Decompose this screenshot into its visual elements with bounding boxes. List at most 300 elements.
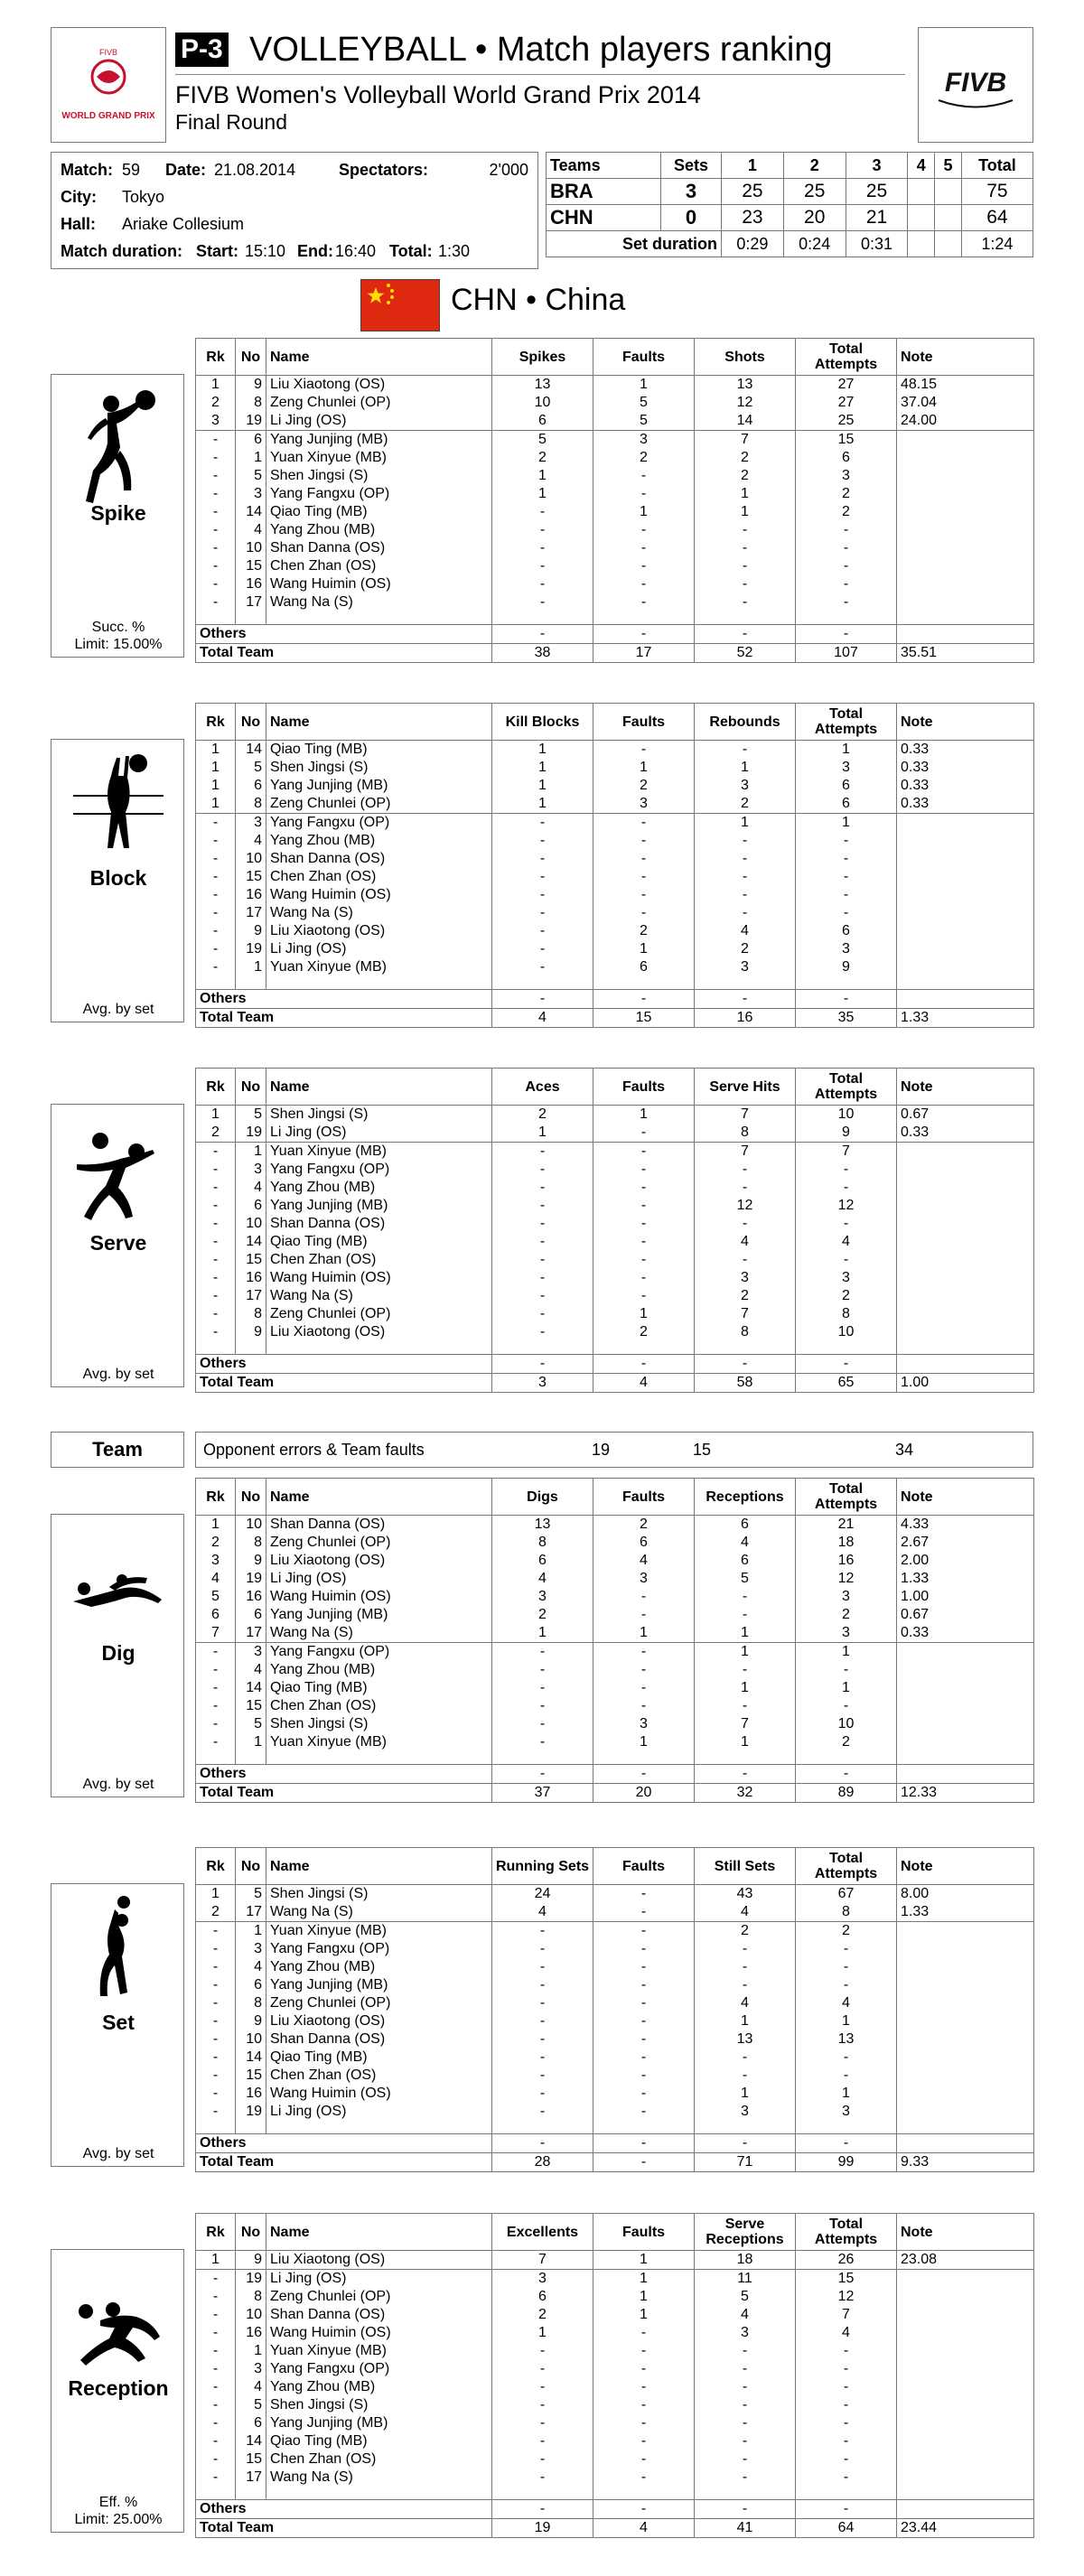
stat-cell: 11	[695, 2270, 796, 2289]
stat-cell: -	[796, 868, 897, 886]
note-cell	[897, 2414, 1034, 2432]
shirt-number-cell: 14	[236, 2432, 266, 2450]
total-team-row	[196, 1374, 1034, 1393]
stat-cell: 3	[796, 1588, 897, 1606]
stat-cell: 13	[695, 376, 796, 395]
svg-text:FIVB: FIVB	[98, 48, 118, 57]
spacer-cell	[897, 2121, 1034, 2134]
player-name-cell: Shen Jingsi (S)	[266, 2396, 492, 2414]
world-grand-prix-logo	[51, 27, 166, 143]
rank-cell: 1	[196, 795, 236, 814]
spacer-cell	[196, 1341, 236, 1355]
shirt-number-cell: 8	[236, 1994, 266, 2012]
set-duration-label: Set duration	[547, 231, 722, 257]
start-time: 15:10	[245, 242, 286, 260]
stat-cell: -	[492, 1643, 593, 1662]
city-label: City:	[61, 188, 97, 206]
stat-cell: 8	[695, 1323, 796, 1341]
result-header-cell: 2	[783, 153, 846, 179]
total-team-label: Total Team	[196, 644, 492, 663]
note-cell	[897, 2342, 1034, 2360]
others-value: -	[492, 2500, 593, 2519]
rank-cell: -	[196, 1679, 236, 1697]
others-value: -	[695, 2134, 796, 2153]
match-hall: Ariake Collesium	[122, 215, 245, 233]
player-name-cell: Shan Danna (OS)	[266, 1215, 492, 1233]
stat-cell: 1	[695, 2012, 796, 2030]
spacer-cell	[492, 2121, 593, 2134]
stat-cell: 1	[796, 1643, 897, 1662]
stat-cell: -	[492, 1715, 593, 1733]
player-name-cell: Wang Na (S)	[266, 2469, 492, 2487]
player-name-cell: Wang Huimin (OS)	[266, 2085, 492, 2103]
player-name-cell: Shan Danna (OS)	[266, 1516, 492, 1535]
player-row	[196, 2450, 1034, 2469]
shirt-number-cell: 1	[236, 1143, 266, 1162]
stat-cell: 3	[796, 1269, 897, 1287]
note-cell: 0.33	[897, 1124, 1034, 1143]
stat-cell: 27	[796, 394, 897, 412]
rank-cell: 1	[196, 741, 236, 760]
section-block	[51, 703, 1033, 1025]
note-cell	[897, 2270, 1034, 2289]
total-team-value: 32	[695, 1784, 796, 1803]
shirt-number-cell: 10	[236, 1215, 266, 1233]
player-row	[196, 467, 1034, 485]
note-cell: 0.67	[897, 1606, 1034, 1624]
note-cell: 0.33	[897, 1624, 1034, 1643]
player-row	[196, 904, 1034, 922]
stat-cell: -	[593, 1215, 695, 1233]
spacer-row	[196, 976, 1034, 990]
stat-cell: 7	[796, 2306, 897, 2324]
total-team-value: 52	[695, 644, 796, 663]
player-row	[196, 958, 1034, 976]
column-header: Name	[266, 1069, 492, 1106]
team-row-label: Team	[51, 1432, 184, 1468]
spacer-cell	[236, 611, 266, 625]
column-header: Rk	[196, 2214, 236, 2251]
rank-cell: -	[196, 2414, 236, 2432]
stat-cell: 4	[796, 1233, 897, 1251]
note-cell: 0.33	[897, 777, 1034, 795]
player-name-cell: Li Jing (OS)	[266, 412, 492, 431]
note-cell	[897, 557, 1034, 575]
note-cell	[897, 1143, 1034, 1162]
shirt-number-cell: 15	[236, 557, 266, 575]
rank-cell: -	[196, 1994, 236, 2012]
fivb-logo	[918, 27, 1033, 143]
stat-cell: -	[593, 1287, 695, 1305]
stat-cell: -	[695, 2067, 796, 2085]
player-name-cell: Yang Zhou (MB)	[266, 521, 492, 539]
shirt-number-cell: 9	[236, 376, 266, 395]
note-cell	[897, 2450, 1034, 2469]
note-cell	[897, 1940, 1034, 1958]
stat-cell: -	[796, 1661, 897, 1679]
player-row	[196, 777, 1034, 795]
player-name-cell: Wang Na (S)	[266, 1903, 492, 1922]
skill-name: Set	[102, 2011, 135, 2034]
player-row	[196, 1570, 1034, 1588]
others-note	[897, 625, 1034, 644]
rank-cell: -	[196, 1643, 236, 1662]
stat-cell: 4	[796, 1994, 897, 2012]
stat-cell: -	[492, 2432, 593, 2450]
stat-cell: -	[593, 485, 695, 503]
rank-cell: -	[196, 2324, 236, 2342]
skill-stats-table	[195, 1068, 1034, 1393]
column-header: Total Attempts	[796, 2214, 897, 2251]
player-row	[196, 2049, 1034, 2067]
rank-cell: -	[196, 593, 236, 611]
stat-cell: 5	[593, 412, 695, 431]
shirt-number-cell: 1	[236, 1922, 266, 1941]
stat-cell: 3	[796, 1624, 897, 1643]
player-row	[196, 1643, 1034, 1662]
note-cell: 23.08	[897, 2251, 1034, 2270]
stat-cell: -	[492, 2342, 593, 2360]
player-name-cell: Chen Zhan (OS)	[266, 557, 492, 575]
player-name-cell: Yang Zhou (MB)	[266, 2378, 492, 2396]
stat-cell: 6	[492, 1552, 593, 1570]
others-value: -	[593, 1355, 695, 1374]
stat-cell: 2	[796, 1733, 897, 1751]
spacer-cell	[236, 1341, 266, 1355]
stat-cell: 14	[695, 412, 796, 431]
stat-cell: -	[593, 1976, 695, 1994]
set-score	[935, 179, 962, 205]
note-cell	[897, 1251, 1034, 1269]
stat-cell: -	[593, 1179, 695, 1197]
stat-cell: 1	[796, 2012, 897, 2030]
team-row-total: 34	[894, 1441, 914, 1459]
stat-cell: -	[492, 886, 593, 904]
player-row	[196, 485, 1034, 503]
player-row	[196, 1624, 1034, 1643]
player-name-cell: Yang Zhou (MB)	[266, 832, 492, 850]
stat-cell: -	[492, 1161, 593, 1179]
result-header-cell: Teams	[547, 153, 661, 179]
stat-cell: -	[796, 850, 897, 868]
stat-cell: 12	[695, 394, 796, 412]
player-name-cell: Shen Jingsi (S)	[266, 1715, 492, 1733]
stat-cell: 4	[695, 1903, 796, 1922]
note-cell	[897, 940, 1034, 958]
shirt-number-cell: 9	[236, 922, 266, 940]
player-row	[196, 922, 1034, 940]
skill-stats-table	[195, 1478, 1034, 1803]
stat-cell: 1	[796, 1679, 897, 1697]
rank-cell: -	[196, 1197, 236, 1215]
shirt-number-cell: 10	[236, 850, 266, 868]
set-score: 25	[846, 179, 908, 205]
shirt-number-cell: 15	[236, 868, 266, 886]
player-name-cell: Wang Huimin (OS)	[266, 1269, 492, 1287]
stat-cell: 6	[695, 1552, 796, 1570]
stat-cell: -	[492, 1922, 593, 1941]
stat-cell: -	[492, 904, 593, 922]
player-row	[196, 1903, 1034, 1922]
player-name-cell: Chen Zhan (OS)	[266, 1251, 492, 1269]
note-cell	[897, 832, 1034, 850]
stat-cell: 2	[593, 1516, 695, 1535]
result-header-cell: 5	[935, 153, 962, 179]
stat-cell: -	[593, 1143, 695, 1162]
stat-cell: -	[593, 1661, 695, 1679]
spectators-label: Spectators:	[339, 161, 429, 179]
shirt-number-cell: 17	[236, 904, 266, 922]
stat-cell: -	[492, 1697, 593, 1715]
stat-cell: -	[593, 521, 695, 539]
stat-cell: -	[796, 2342, 897, 2360]
stat-cell: -	[593, 741, 695, 760]
player-row	[196, 2396, 1034, 2414]
others-row	[196, 2500, 1034, 2519]
note-cell	[897, 593, 1034, 611]
stat-cell: 4	[695, 1233, 796, 1251]
total-team-row	[196, 644, 1034, 663]
shirt-number-cell: 10	[236, 539, 266, 557]
spacer-cell	[695, 611, 796, 625]
player-name-cell: Yuan Xinyue (MB)	[266, 1922, 492, 1941]
stat-cell: -	[796, 539, 897, 557]
player-name-cell: Liu Xiaotong (OS)	[266, 2012, 492, 2030]
player-row	[196, 394, 1034, 412]
rank-cell: -	[196, 850, 236, 868]
note-cell	[897, 904, 1034, 922]
column-header: Faults	[593, 704, 695, 741]
spacer-cell	[492, 2487, 593, 2500]
stat-cell: 2	[796, 1922, 897, 1941]
stat-cell: -	[593, 2324, 695, 2342]
total-team-row	[196, 1784, 1034, 1803]
column-header: Note	[897, 704, 1034, 741]
player-row	[196, 1715, 1034, 1733]
stat-cell: 1	[796, 814, 897, 833]
stat-cell: -	[492, 1976, 593, 1994]
stat-cell: -	[796, 2396, 897, 2414]
stat-cell: 1	[796, 2085, 897, 2103]
rank-cell: -	[196, 2067, 236, 2085]
note-cell	[897, 1197, 1034, 1215]
spacer-cell	[897, 2487, 1034, 2500]
player-row	[196, 850, 1034, 868]
note-cell	[897, 1733, 1034, 1751]
china-flag-icon	[360, 279, 440, 331]
rank-cell: -	[196, 2085, 236, 2103]
player-name-cell: Yang Junjing (MB)	[266, 2414, 492, 2432]
stat-cell: -	[492, 2030, 593, 2049]
note-cell	[897, 503, 1034, 521]
player-row	[196, 503, 1034, 521]
player-name-cell: Zeng Chunlei (OP)	[266, 795, 492, 814]
stat-cell: -	[492, 1679, 593, 1697]
stat-cell: 6	[492, 412, 593, 431]
svg-text:FIVB: FIVB	[944, 68, 1007, 98]
note-cell: 24.00	[897, 412, 1034, 431]
shirt-number-cell: 5	[236, 2396, 266, 2414]
note-cell	[897, 2103, 1034, 2121]
stat-cell: -	[695, 2342, 796, 2360]
rank-cell: -	[196, 2012, 236, 2030]
stat-cell: 12	[796, 2288, 897, 2306]
stat-cell: -	[492, 2378, 593, 2396]
player-name-cell: Yang Fangxu (OP)	[266, 1161, 492, 1179]
skill-footnote-line: Limit: 15.00%	[74, 637, 163, 652]
skill-footnote-line: Avg. by set	[82, 1777, 154, 1792]
result-header-cell: 1	[722, 153, 784, 179]
others-value: -	[796, 2134, 897, 2153]
spacer-cell	[796, 1341, 897, 1355]
stat-cell: -	[492, 1269, 593, 1287]
stat-cell: -	[695, 1976, 796, 1994]
result-header-row	[547, 153, 1033, 179]
note-cell	[897, 539, 1034, 557]
stat-cell: -	[796, 2049, 897, 2067]
stat-cell: 6	[695, 1516, 796, 1535]
stat-cell: -	[593, 2432, 695, 2450]
rank-cell: -	[196, 2360, 236, 2378]
shirt-number-cell: 4	[236, 1179, 266, 1197]
set-icon	[73, 1893, 164, 2020]
stat-cell: -	[492, 1197, 593, 1215]
rank-cell: -	[196, 2378, 236, 2396]
player-row	[196, 1606, 1034, 1624]
stat-cell: -	[593, 850, 695, 868]
rank-cell: -	[196, 2288, 236, 2306]
total-team-value: 15	[593, 1009, 695, 1028]
note-cell: 0.33	[897, 759, 1034, 777]
stat-cell: 3	[593, 1715, 695, 1733]
player-row	[196, 795, 1034, 814]
total-team-value: 65	[796, 1374, 897, 1393]
stat-cell: -	[492, 850, 593, 868]
spacer-cell	[266, 1341, 492, 1355]
total-team-row	[196, 1009, 1034, 1028]
skill-name: Spike	[90, 501, 146, 525]
shirt-number-cell: 16	[236, 2324, 266, 2342]
section-set	[51, 1847, 1033, 2170]
note-cell: 0.67	[897, 1106, 1034, 1125]
page-title: VOLLEYBALL • Match players ranking	[249, 31, 833, 69]
shirt-number-cell: 3	[236, 1643, 266, 1662]
set-score: 20	[783, 205, 846, 231]
column-header: Note	[897, 1069, 1034, 1106]
stat-cell: -	[492, 1958, 593, 1976]
stat-cell: -	[796, 1161, 897, 1179]
spacer-cell	[796, 976, 897, 990]
player-name-cell: Yang Junjing (MB)	[266, 1197, 492, 1215]
stat-cell: -	[492, 2396, 593, 2414]
rank-cell: 5	[196, 1588, 236, 1606]
match-result-table	[546, 152, 1033, 257]
stat-cell: 7	[695, 431, 796, 450]
player-name-cell: Yuan Xinyue (MB)	[266, 449, 492, 467]
player-name-cell: Shen Jingsi (S)	[266, 1106, 492, 1125]
skill-name: Reception	[68, 2376, 169, 2400]
note-cell	[897, 814, 1034, 833]
player-row	[196, 449, 1034, 467]
stat-cell: 8	[695, 1124, 796, 1143]
column-header: Name	[266, 339, 492, 376]
shirt-number-cell: 16	[236, 886, 266, 904]
rank-cell: 1	[196, 1516, 236, 1535]
rank-cell: -	[196, 485, 236, 503]
stat-cell: 9	[796, 958, 897, 976]
stat-cell: 2	[796, 503, 897, 521]
date-label: Date:	[165, 161, 207, 179]
stat-cell: 1	[695, 1624, 796, 1643]
player-name-cell: Wang Huimin (OS)	[266, 2324, 492, 2342]
stat-cell: -	[492, 832, 593, 850]
column-header: Rk	[196, 1479, 236, 1516]
result-header-cell: 4	[908, 153, 935, 179]
stat-cell: 1	[593, 2251, 695, 2270]
stat-cell: -	[593, 1233, 695, 1251]
note-cell	[897, 1161, 1034, 1179]
others-value: -	[695, 625, 796, 644]
shirt-number-cell: 15	[236, 2450, 266, 2469]
player-name-cell: Yang Junjing (MB)	[266, 431, 492, 450]
stat-cell: 3	[796, 940, 897, 958]
stat-cell: -	[593, 2067, 695, 2085]
stat-cell: -	[695, 1161, 796, 1179]
player-name-cell: Qiao Ting (MB)	[266, 2432, 492, 2450]
stat-cell: -	[695, 2469, 796, 2487]
column-header: Spikes	[492, 339, 593, 376]
rank-cell: -	[196, 1715, 236, 1733]
match-date: 21.08.2014	[214, 161, 296, 179]
stat-cell: 1	[492, 741, 593, 760]
others-note	[897, 1765, 1034, 1784]
stat-cell: -	[492, 2450, 593, 2469]
total-team-label: Total Team	[196, 2153, 492, 2172]
rank-cell: -	[196, 1976, 236, 1994]
stat-cell: 1	[695, 2085, 796, 2103]
stat-cell: -	[492, 958, 593, 976]
player-row	[196, 2251, 1034, 2270]
set-score: 25	[722, 179, 784, 205]
note-cell	[897, 2012, 1034, 2030]
stat-cell: 25	[796, 412, 897, 431]
player-name-cell: Yang Fangxu (OP)	[266, 485, 492, 503]
column-header: Name	[266, 2214, 492, 2251]
stat-cell: -	[695, 741, 796, 760]
player-name-cell: Shen Jingsi (S)	[266, 1885, 492, 1904]
stat-cell: 16	[796, 1552, 897, 1570]
set-duration: 0:29	[722, 231, 784, 257]
stat-cell: 15	[796, 2270, 897, 2289]
stat-cell: -	[695, 886, 796, 904]
player-row	[196, 1552, 1034, 1570]
shirt-number-cell: 8	[236, 1534, 266, 1552]
player-name-cell: Shan Danna (OS)	[266, 2030, 492, 2049]
spacer-cell	[796, 1751, 897, 1765]
stat-cell: 8	[796, 1305, 897, 1323]
shirt-number-cell: 6	[236, 1197, 266, 1215]
note-cell	[897, 1994, 1034, 2012]
spacer-cell	[196, 2487, 236, 2500]
column-header: Name	[266, 1848, 492, 1885]
shirt-number-cell: 3	[236, 1940, 266, 1958]
column-header: Rk	[196, 704, 236, 741]
column-header: Serve Receptions	[695, 2214, 796, 2251]
skill-footnote	[51, 2494, 185, 2528]
skill-footnote	[51, 1001, 185, 1018]
set-duration: 0:24	[783, 231, 846, 257]
stat-cell: 1	[492, 759, 593, 777]
